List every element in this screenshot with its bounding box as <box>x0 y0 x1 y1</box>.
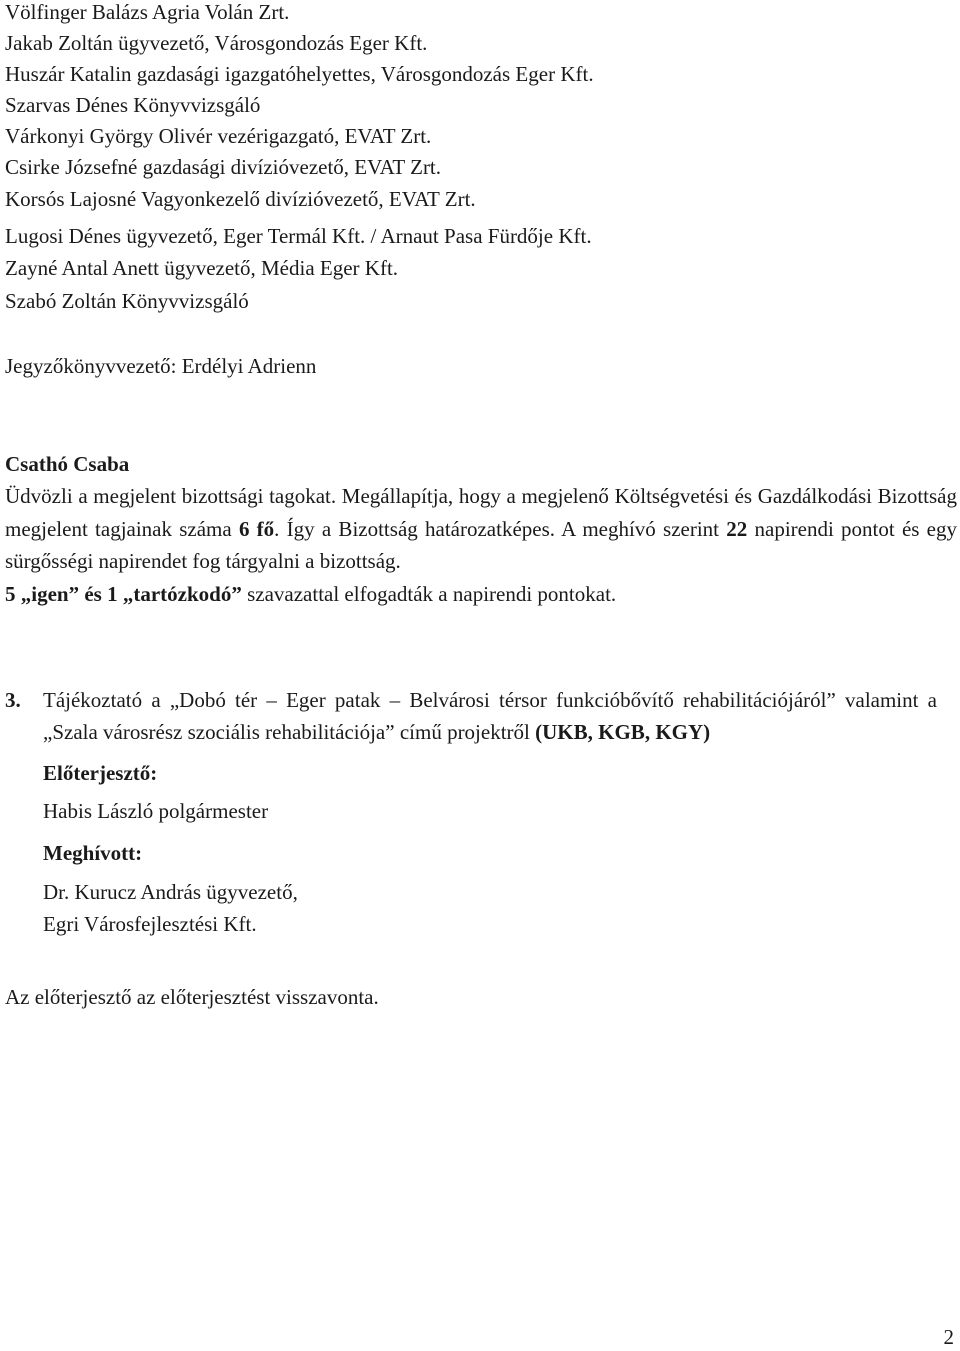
presenter-name: Habis László polgármester <box>43 799 269 823</box>
agenda-item <box>5 684 937 748</box>
chair-statement <box>5 480 957 610</box>
presenter-label: Előterjesztő: <box>43 761 158 785</box>
page-number: 2 <box>943 1325 954 1349</box>
agenda-title-text: Tájékoztató a „Dobó tér – Eger patak – Belvárosi térsor funkcióbővítő rehabilitációjáról” valamint a „Szala városrész szociális rehabilitációja” című projektről <box>43 688 937 744</box>
attendee-line: Várkonyi György Olivér vezérigazgató, EVAT Zrt. <box>5 124 432 148</box>
agenda-count: 22 <box>726 516 748 541</box>
attendee-line: Szabó Zoltán Könyvvizsgáló <box>5 289 249 313</box>
statement-text: Üdvözli a megjelent bizottsági tagokat. Megállapítja, hogy a megjelenő Költségvetési és Gazdálkodási Bizottság megjelent tagjainak száma <box>5 484 957 541</box>
attendee-line: Jakab Zoltán ügyvezető, Városgondozás Eger Kft. <box>5 31 428 55</box>
withdrawal-note: Az előterjesztő az előterjesztést visszavonta. <box>5 985 379 1009</box>
speaker-name: Csathó Csaba <box>5 452 130 476</box>
agenda-committees: (UKB, KGB, KGY) <box>535 720 711 744</box>
attendee-line: Szarvas Dénes Könyvvizsgáló <box>5 93 261 117</box>
attendee-line: Zayné Antal Anett ügyvezető, Média Eger Kft. <box>5 256 399 280</box>
statement-text: . Így a Bizottság határozatképes. A meghívó szerint <box>274 516 727 541</box>
attendee-line: Korsós Lajosné Vagyonkezelő divízióvezető, EVAT Zrt. <box>5 187 476 211</box>
statement-text: napirendi pontot és egy sürgősségi napirendet fog tárgyalni a bizottság. <box>5 516 957 573</box>
invited-name: Dr. Kurucz András ügyvezető, <box>43 880 298 904</box>
invited-label: Meghívott: <box>43 841 143 865</box>
attendee-line: Huszár Katalin gazdasági igazgatóhelyettes, Városgondozás Eger Kft. <box>5 62 594 86</box>
statement-text: szavazattal elfogadták a napirendi pontokat. <box>241 581 617 606</box>
vote-result: 5 „igen” és 1 „tartózkodó” <box>5 581 242 606</box>
agenda-title <box>43 684 937 748</box>
attendee-line: Csirke Józsefné gazdasági divízióvezető, EVAT Zrt. <box>5 155 442 179</box>
attendee-line: Völfinger Balázs Agria Volán Zrt. <box>5 0 290 24</box>
attendee-line: Lugosi Dénes ügyvezető, Eger Termál Kft. / Arnaut Pasa Fürdője Kft. <box>5 224 592 248</box>
members-count: 6 fő <box>238 516 275 541</box>
invited-organization: Egri Városfejlesztési Kft. <box>43 912 257 936</box>
minutes-taker: Jegyzőkönyvvezető: Erdélyi Adrienn <box>5 354 317 378</box>
agenda-number: 3. <box>5 688 21 712</box>
